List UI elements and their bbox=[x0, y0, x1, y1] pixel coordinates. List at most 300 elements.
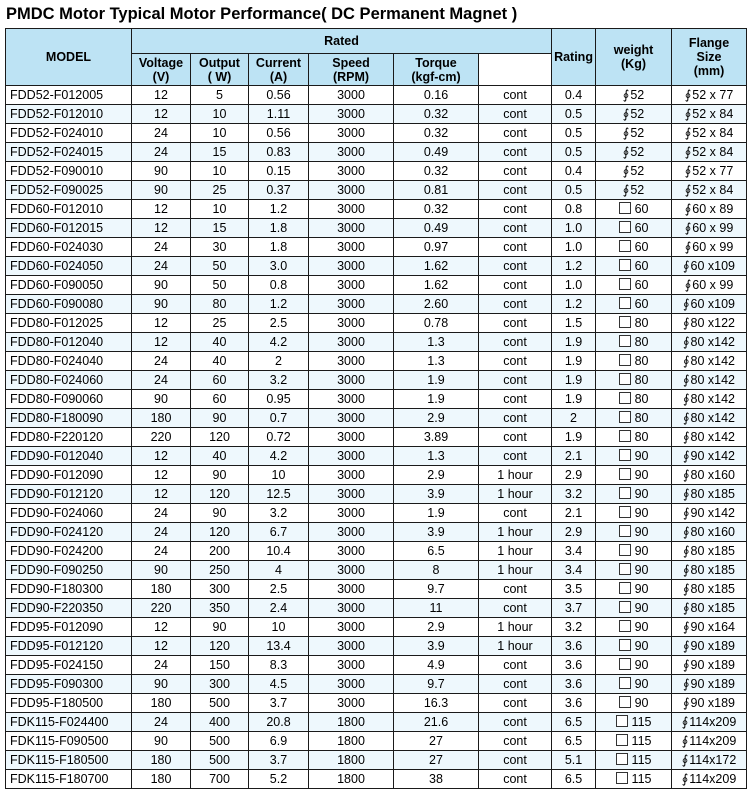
cell-torque: 1.62 bbox=[394, 257, 479, 276]
diameter-icon: ∮ bbox=[683, 695, 690, 710]
square-icon bbox=[619, 487, 631, 499]
cell-model: FDD95-F024150 bbox=[6, 656, 132, 675]
cell-current: 2.4 bbox=[249, 599, 309, 618]
cell-voltage: 90 bbox=[132, 732, 191, 751]
cell-voltage: 24 bbox=[132, 371, 191, 390]
cell-speed: 3000 bbox=[309, 105, 394, 124]
diameter-icon: ∮ bbox=[684, 163, 692, 178]
cell-voltage: 220 bbox=[132, 428, 191, 447]
cell-current: 10.4 bbox=[249, 542, 309, 561]
square-icon bbox=[619, 316, 631, 328]
cell-rating: 1 hour bbox=[479, 637, 552, 656]
flange-value: 60 bbox=[634, 201, 649, 216]
table-row bbox=[6, 257, 747, 276]
cell-output: 400 bbox=[191, 713, 249, 732]
cell-current: 0.37 bbox=[249, 181, 309, 200]
flange-value: 90 bbox=[634, 657, 649, 672]
cell-output: 350 bbox=[191, 599, 249, 618]
flange-value: 90 bbox=[634, 543, 649, 558]
cell-model: FDD95-F012090 bbox=[6, 618, 132, 637]
cell-model: FDD60-F024050 bbox=[6, 257, 132, 276]
cell-flange-size bbox=[596, 675, 672, 694]
cell-voltage: 90 bbox=[132, 390, 191, 409]
cell-output: 120 bbox=[191, 485, 249, 504]
housing-value: 60 x109 bbox=[690, 259, 736, 273]
cell-model: FDD90-F024120 bbox=[6, 523, 132, 542]
square-icon bbox=[619, 202, 631, 214]
cell-output: 10 bbox=[191, 105, 249, 124]
cell-voltage: 12 bbox=[132, 637, 191, 656]
cell-speed: 3000 bbox=[309, 219, 394, 238]
cell-speed: 1800 bbox=[309, 732, 394, 751]
cell-torque: 0.78 bbox=[394, 314, 479, 333]
cell-current: 4.2 bbox=[249, 447, 309, 466]
cell-model: FDD52-F090025 bbox=[6, 181, 132, 200]
cell-output: 300 bbox=[191, 580, 249, 599]
cell-current: 0.15 bbox=[249, 162, 309, 181]
cell-rating: 1 hour bbox=[479, 466, 552, 485]
cell-torque: 2.9 bbox=[394, 618, 479, 637]
housing-value: 114x209 bbox=[689, 734, 737, 748]
cell-housing-size bbox=[672, 447, 747, 466]
cell-speed: 3000 bbox=[309, 257, 394, 276]
cell-weight: 0.5 bbox=[552, 143, 596, 162]
cell-flange-size bbox=[596, 124, 672, 143]
square-icon bbox=[619, 392, 631, 404]
cell-voltage: 12 bbox=[132, 219, 191, 238]
diameter-icon: ∮ bbox=[684, 144, 692, 159]
cell-weight: 2.1 bbox=[552, 447, 596, 466]
header-row-1 bbox=[6, 29, 747, 54]
flange-value: 90 bbox=[634, 505, 649, 520]
diameter-icon: ∮ bbox=[683, 353, 690, 368]
cell-model: FDD90-F180300 bbox=[6, 580, 132, 599]
cell-speed: 3000 bbox=[309, 200, 394, 219]
cell-weight: 3.6 bbox=[552, 694, 596, 713]
diameter-icon: ∮ bbox=[683, 619, 690, 634]
cell-rating: 1 hour bbox=[479, 542, 552, 561]
cell-housing-size bbox=[672, 732, 747, 751]
diameter-icon: ∮ bbox=[683, 315, 690, 330]
cell-housing-size bbox=[672, 751, 747, 770]
housing-value: 80 x185 bbox=[690, 563, 736, 577]
cell-voltage: 90 bbox=[132, 276, 191, 295]
cell-rating: 1 hour bbox=[479, 561, 552, 580]
cell-housing-size bbox=[672, 200, 747, 219]
flange-value: 80 bbox=[634, 391, 649, 406]
square-icon bbox=[619, 525, 631, 537]
cell-output: 500 bbox=[191, 694, 249, 713]
cell-voltage: 24 bbox=[132, 656, 191, 675]
cell-housing-size bbox=[672, 580, 747, 599]
cell-flange-size bbox=[596, 371, 672, 390]
diameter-icon: ∮ bbox=[683, 676, 690, 691]
cell-speed: 3000 bbox=[309, 314, 394, 333]
housing-value: 52 x 84 bbox=[692, 107, 734, 121]
cell-model: FDD80-F024040 bbox=[6, 352, 132, 371]
cell-current: 3.2 bbox=[249, 504, 309, 523]
cell-model: FDD90-F012040 bbox=[6, 447, 132, 466]
diameter-icon: ∮ bbox=[622, 125, 630, 140]
cell-flange-size bbox=[596, 295, 672, 314]
cell-speed: 3000 bbox=[309, 333, 394, 352]
cell-torque: 9.7 bbox=[394, 675, 479, 694]
cell-flange-size bbox=[596, 257, 672, 276]
cell-voltage: 90 bbox=[132, 675, 191, 694]
cell-current: 4.5 bbox=[249, 675, 309, 694]
flange-value: 80 bbox=[634, 334, 649, 349]
cell-output: 60 bbox=[191, 390, 249, 409]
cell-output: 50 bbox=[191, 276, 249, 295]
cell-torque: 27 bbox=[394, 732, 479, 751]
housing-value: 90 x189 bbox=[690, 658, 736, 672]
table-row bbox=[6, 390, 747, 409]
cell-weight: 1.9 bbox=[552, 352, 596, 371]
cell-rating: cont bbox=[479, 86, 552, 105]
cell-flange-size bbox=[596, 580, 672, 599]
cell-voltage: 24 bbox=[132, 257, 191, 276]
cell-flange-size bbox=[596, 276, 672, 295]
cell-weight: 0.4 bbox=[552, 162, 596, 181]
cell-torque: 3.9 bbox=[394, 485, 479, 504]
cell-housing-size bbox=[672, 238, 747, 257]
cell-voltage: 12 bbox=[132, 86, 191, 105]
cell-model: FDD60-F024030 bbox=[6, 238, 132, 257]
square-icon bbox=[619, 506, 631, 518]
cell-model: FDD95-F180500 bbox=[6, 694, 132, 713]
cell-flange-size bbox=[596, 485, 672, 504]
cell-housing-size bbox=[672, 295, 747, 314]
flange-value: 52 bbox=[630, 164, 645, 178]
cell-current: 8.3 bbox=[249, 656, 309, 675]
cell-speed: 1800 bbox=[309, 713, 394, 732]
cell-housing-size bbox=[672, 675, 747, 694]
cell-model: FDD90-F024200 bbox=[6, 542, 132, 561]
diameter-icon: ∮ bbox=[683, 657, 690, 672]
square-icon bbox=[619, 221, 631, 233]
diameter-icon: ∮ bbox=[683, 410, 690, 425]
diameter-icon: ∮ bbox=[683, 543, 690, 558]
cell-flange-size bbox=[596, 333, 672, 352]
cell-voltage: 180 bbox=[132, 751, 191, 770]
cell-model: FDD95-F090300 bbox=[6, 675, 132, 694]
cell-rating: cont bbox=[479, 504, 552, 523]
cell-weight: 0.4 bbox=[552, 86, 596, 105]
cell-voltage: 180 bbox=[132, 770, 191, 789]
cell-flange-size bbox=[596, 181, 672, 200]
cell-current: 0.72 bbox=[249, 428, 309, 447]
flange-value: 52 bbox=[630, 107, 645, 121]
cell-weight: 3.2 bbox=[552, 485, 596, 504]
cell-flange-size bbox=[596, 447, 672, 466]
cell-speed: 3000 bbox=[309, 561, 394, 580]
cell-speed: 3000 bbox=[309, 181, 394, 200]
flange-value: 80 bbox=[634, 410, 649, 425]
flange-value: 90 bbox=[634, 448, 649, 463]
cell-model: FDD52-F012005 bbox=[6, 86, 132, 105]
cell-rating: cont bbox=[479, 656, 552, 675]
cell-flange-size bbox=[596, 542, 672, 561]
cell-model: FDD80-F024060 bbox=[6, 371, 132, 390]
flange-value: 115 bbox=[631, 714, 652, 729]
housing-value: 80 x142 bbox=[690, 354, 736, 368]
table-row bbox=[6, 371, 747, 390]
cell-speed: 3000 bbox=[309, 542, 394, 561]
cell-weight: 3.7 bbox=[552, 599, 596, 618]
flange-value: 115 bbox=[631, 771, 652, 786]
cell-output: 40 bbox=[191, 352, 249, 371]
table-row bbox=[6, 618, 747, 637]
cell-torque: 0.32 bbox=[394, 200, 479, 219]
cell-weight: 0.8 bbox=[552, 200, 596, 219]
table-row bbox=[6, 504, 747, 523]
cell-output: 150 bbox=[191, 656, 249, 675]
flange-value: 60 bbox=[634, 296, 649, 311]
cell-weight: 2.9 bbox=[552, 466, 596, 485]
flange-value: 90 bbox=[634, 486, 649, 501]
diameter-icon: ∮ bbox=[681, 752, 689, 767]
flange-value: 80 bbox=[634, 429, 649, 444]
cell-current: 6.9 bbox=[249, 732, 309, 751]
housing-value: 114x172 bbox=[689, 753, 737, 767]
cell-housing-size bbox=[672, 105, 747, 124]
cell-output: 700 bbox=[191, 770, 249, 789]
housing-value: 52 x 84 bbox=[692, 183, 734, 197]
cell-model: FDD90-F012120 bbox=[6, 485, 132, 504]
cell-rating: cont bbox=[479, 675, 552, 694]
cell-weight: 1.9 bbox=[552, 390, 596, 409]
cell-housing-size bbox=[672, 504, 747, 523]
cell-voltage: 24 bbox=[132, 504, 191, 523]
table-row bbox=[6, 162, 747, 181]
cell-flange-size bbox=[596, 238, 672, 257]
cell-speed: 3000 bbox=[309, 656, 394, 675]
table-row bbox=[6, 637, 747, 656]
cell-flange-size bbox=[596, 200, 672, 219]
table-row bbox=[6, 124, 747, 143]
housing-value: 80 x142 bbox=[690, 411, 736, 425]
cell-housing-size bbox=[672, 466, 747, 485]
square-icon bbox=[619, 449, 631, 461]
housing-value: 52 x 84 bbox=[692, 126, 734, 140]
cell-voltage: 24 bbox=[132, 523, 191, 542]
diameter-icon: ∮ bbox=[683, 600, 690, 615]
diameter-icon: ∮ bbox=[684, 106, 692, 121]
cell-housing-size bbox=[672, 656, 747, 675]
cell-current: 1.2 bbox=[249, 295, 309, 314]
flange-value: 90 bbox=[634, 581, 649, 596]
housing-value: 60 x109 bbox=[690, 297, 736, 311]
cell-torque: 1.3 bbox=[394, 333, 479, 352]
cell-housing-size bbox=[672, 390, 747, 409]
cell-speed: 3000 bbox=[309, 447, 394, 466]
cell-torque: 0.49 bbox=[394, 219, 479, 238]
flange-value: 90 bbox=[634, 695, 649, 710]
cell-current: 0.7 bbox=[249, 409, 309, 428]
square-icon bbox=[619, 563, 631, 575]
cell-weight: 1.0 bbox=[552, 276, 596, 295]
diameter-icon: ∮ bbox=[622, 144, 630, 159]
cell-output: 90 bbox=[191, 618, 249, 637]
flange-value: 80 bbox=[634, 372, 649, 387]
cell-weight: 3.4 bbox=[552, 542, 596, 561]
diameter-icon: ∮ bbox=[683, 334, 690, 349]
cell-housing-size bbox=[672, 219, 747, 238]
cell-current: 4.2 bbox=[249, 333, 309, 352]
cell-voltage: 12 bbox=[132, 485, 191, 504]
cell-torque: 21.6 bbox=[394, 713, 479, 732]
cell-voltage: 24 bbox=[132, 124, 191, 143]
cell-voltage: 12 bbox=[132, 200, 191, 219]
header-flange-size: Flange Size (mm) bbox=[672, 29, 747, 86]
cell-speed: 3000 bbox=[309, 504, 394, 523]
housing-value: 90 x189 bbox=[690, 696, 736, 710]
housing-value: 90 x142 bbox=[690, 506, 736, 520]
cell-rating: cont bbox=[479, 143, 552, 162]
cell-voltage: 180 bbox=[132, 580, 191, 599]
cell-housing-size bbox=[672, 124, 747, 143]
cell-voltage: 24 bbox=[132, 713, 191, 732]
cell-weight: 2 bbox=[552, 409, 596, 428]
cell-torque: 2.60 bbox=[394, 295, 479, 314]
cell-model: FDD80-F220120 bbox=[6, 428, 132, 447]
cell-current: 0.56 bbox=[249, 124, 309, 143]
cell-rating: cont bbox=[479, 694, 552, 713]
cell-flange-size bbox=[596, 561, 672, 580]
cell-model: FDD90-F220350 bbox=[6, 599, 132, 618]
table-row bbox=[6, 732, 747, 751]
table-row bbox=[6, 219, 747, 238]
cell-voltage: 24 bbox=[132, 238, 191, 257]
cell-housing-size bbox=[672, 523, 747, 542]
cell-flange-size bbox=[596, 162, 672, 181]
diameter-icon: ∮ bbox=[622, 106, 630, 121]
cell-voltage: 90 bbox=[132, 162, 191, 181]
cell-housing-size bbox=[672, 181, 747, 200]
cell-output: 10 bbox=[191, 162, 249, 181]
cell-rating: cont bbox=[479, 162, 552, 181]
cell-torque: 3.9 bbox=[394, 523, 479, 542]
table-row bbox=[6, 675, 747, 694]
housing-value: 60 x 89 bbox=[692, 202, 734, 216]
cell-speed: 3000 bbox=[309, 599, 394, 618]
cell-output: 15 bbox=[191, 219, 249, 238]
housing-value: 80 x185 bbox=[690, 544, 736, 558]
flange-value: 90 bbox=[634, 619, 649, 634]
cell-rating: cont bbox=[479, 200, 552, 219]
square-icon bbox=[619, 620, 631, 632]
diameter-icon: ∮ bbox=[683, 524, 690, 539]
diameter-icon: ∮ bbox=[622, 182, 630, 197]
cell-weight: 2.1 bbox=[552, 504, 596, 523]
cell-speed: 1800 bbox=[309, 770, 394, 789]
cell-voltage: 90 bbox=[132, 295, 191, 314]
cell-speed: 3000 bbox=[309, 637, 394, 656]
diameter-icon: ∮ bbox=[683, 562, 690, 577]
cell-output: 40 bbox=[191, 333, 249, 352]
cell-rating: cont bbox=[479, 333, 552, 352]
square-icon bbox=[616, 772, 628, 784]
cell-current: 2.5 bbox=[249, 314, 309, 333]
cell-voltage: 220 bbox=[132, 599, 191, 618]
cell-model: FDK115-F180500 bbox=[6, 751, 132, 770]
cell-housing-size bbox=[672, 599, 747, 618]
housing-value: 80 x142 bbox=[690, 373, 736, 387]
cell-weight: 3.4 bbox=[552, 561, 596, 580]
header-output: Output ( W) bbox=[191, 54, 249, 86]
cell-weight: 6.5 bbox=[552, 770, 596, 789]
cell-model: FDD52-F090010 bbox=[6, 162, 132, 181]
cell-model: FDD60-F090050 bbox=[6, 276, 132, 295]
cell-torque: 2.9 bbox=[394, 466, 479, 485]
cell-speed: 3000 bbox=[309, 390, 394, 409]
cell-speed: 1800 bbox=[309, 751, 394, 770]
cell-flange-size bbox=[596, 352, 672, 371]
cell-flange-size bbox=[596, 409, 672, 428]
square-icon bbox=[619, 582, 631, 594]
cell-weight: 1.9 bbox=[552, 333, 596, 352]
housing-value: 80 x122 bbox=[690, 316, 736, 330]
cell-torque: 0.32 bbox=[394, 105, 479, 124]
cell-current: 5.2 bbox=[249, 770, 309, 789]
diameter-icon: ∮ bbox=[683, 258, 690, 273]
cell-torque: 3.9 bbox=[394, 637, 479, 656]
cell-model: FDD90-F090250 bbox=[6, 561, 132, 580]
cell-rating: 1 hour bbox=[479, 485, 552, 504]
cell-output: 15 bbox=[191, 143, 249, 162]
cell-current: 6.7 bbox=[249, 523, 309, 542]
cell-speed: 3000 bbox=[309, 143, 394, 162]
cell-current: 0.83 bbox=[249, 143, 309, 162]
flange-value: 60 bbox=[634, 220, 649, 235]
diameter-icon: ∮ bbox=[681, 714, 689, 729]
cell-rating: cont bbox=[479, 238, 552, 257]
cell-rating: cont bbox=[479, 732, 552, 751]
square-icon bbox=[616, 734, 628, 746]
cell-weight: 3.6 bbox=[552, 675, 596, 694]
square-icon bbox=[619, 677, 631, 689]
flange-value: 115 bbox=[631, 733, 652, 748]
diameter-icon: ∮ bbox=[683, 505, 690, 520]
square-icon bbox=[616, 753, 628, 765]
cell-speed: 3000 bbox=[309, 428, 394, 447]
cell-voltage: 180 bbox=[132, 694, 191, 713]
cell-model: FDD90-F012090 bbox=[6, 466, 132, 485]
cell-output: 90 bbox=[191, 466, 249, 485]
flange-value: 90 bbox=[634, 467, 649, 482]
cell-rating: cont bbox=[479, 276, 552, 295]
diameter-icon: ∮ bbox=[683, 296, 690, 311]
cell-flange-size bbox=[596, 732, 672, 751]
cell-torque: 27 bbox=[394, 751, 479, 770]
header-rated: Rated bbox=[132, 29, 552, 54]
cell-housing-size bbox=[672, 770, 747, 789]
cell-housing-size bbox=[672, 371, 747, 390]
cell-voltage: 12 bbox=[132, 618, 191, 637]
square-icon bbox=[619, 297, 631, 309]
cell-torque: 9.7 bbox=[394, 580, 479, 599]
cell-housing-size bbox=[672, 409, 747, 428]
cell-flange-size bbox=[596, 504, 672, 523]
cell-model: FDK115-F024400 bbox=[6, 713, 132, 732]
diameter-icon: ∮ bbox=[684, 277, 692, 292]
cell-current: 1.11 bbox=[249, 105, 309, 124]
cell-current: 3.2 bbox=[249, 371, 309, 390]
cell-current: 1.8 bbox=[249, 238, 309, 257]
cell-current: 0.95 bbox=[249, 390, 309, 409]
cell-output: 50 bbox=[191, 257, 249, 276]
table-row bbox=[6, 561, 747, 580]
